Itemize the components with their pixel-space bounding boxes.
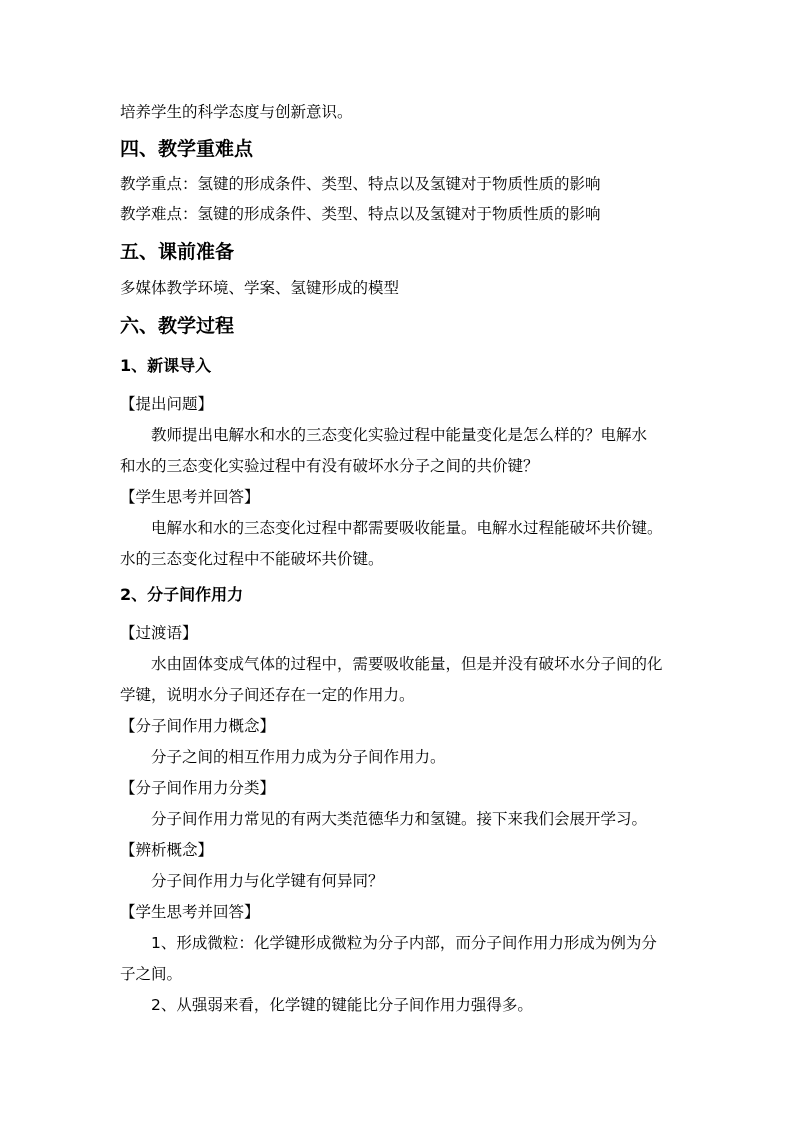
label-transition: 【过渡语】: [120, 624, 198, 642]
label-question: 【提出问题】: [120, 395, 214, 413]
transition-line-1: 水由固体变成气体的过程中，需要吸收能量，但是并没有破坏水分子间的化: [151, 655, 663, 673]
question-line-1: 教师提出电解水和水的三态变化实验过程中能量变化是怎么样的？电解水: [151, 426, 648, 444]
label-concept: 【分子间作用力概念】: [120, 717, 276, 735]
concept-text: 分子之间的相互作用力成为分子间作用力。: [151, 748, 446, 766]
answer-point-2: 2、从强弱来看，化学键的键能比分子间作用力强得多。: [151, 996, 533, 1014]
subsection-heading-intro: 1、新课导入: [120, 356, 212, 375]
label-student-answer-2: 【学生思考并回答】: [120, 903, 260, 921]
subsection-heading-intermolecular: 2、分子间作用力: [120, 585, 244, 604]
section-heading-key-points: 四、教学重难点: [120, 138, 254, 160]
key-point-text: 教学重点：氢键的形成条件、类型、特点以及氢键对于物质性质的影响: [120, 175, 601, 193]
answer-point-1-line-2: 子之间。: [120, 965, 183, 983]
section-heading-process: 六、教学过程: [120, 315, 235, 337]
label-student-answer: 【学生思考并回答】: [120, 488, 260, 506]
answer-point-1-line-1: 1、形成微粒：化学键形成微粒为分子内部，而分子间作用力形成为例为分: [151, 934, 657, 952]
label-analysis: 【辨析概念】: [120, 841, 214, 859]
answer-line-2: 水的三态变化过程中不能破坏共价键。: [120, 550, 384, 568]
label-classification: 【分子间作用力分类】: [120, 779, 276, 797]
answer-line-1: 电解水和水的三态变化过程中都需要吸收能量。电解水过程能破坏共价键。: [151, 519, 663, 537]
analysis-text: 分子间作用力与化学键有何异同？: [151, 872, 384, 890]
preparation-text: 多媒体教学环境、学案、氢键形成的模型: [120, 279, 400, 297]
difficulty-text: 教学难点：氢键的形成条件、类型、特点以及氢键对于物质性质的影响: [120, 205, 601, 223]
classification-text: 分子间作用力常见的有两大类范德华力和氢键。接下来我们会展开学习。: [151, 810, 648, 828]
text-line: 培养学生的科学态度与创新意识。: [120, 103, 353, 121]
section-heading-preparation: 五、课前准备: [120, 241, 235, 263]
transition-line-2: 学键，说明水分子间还存在一定的作用力。: [120, 686, 415, 704]
question-line-2: 和水的三态变化实验过程中有没有破坏水分子之间的共价键？: [120, 457, 539, 475]
